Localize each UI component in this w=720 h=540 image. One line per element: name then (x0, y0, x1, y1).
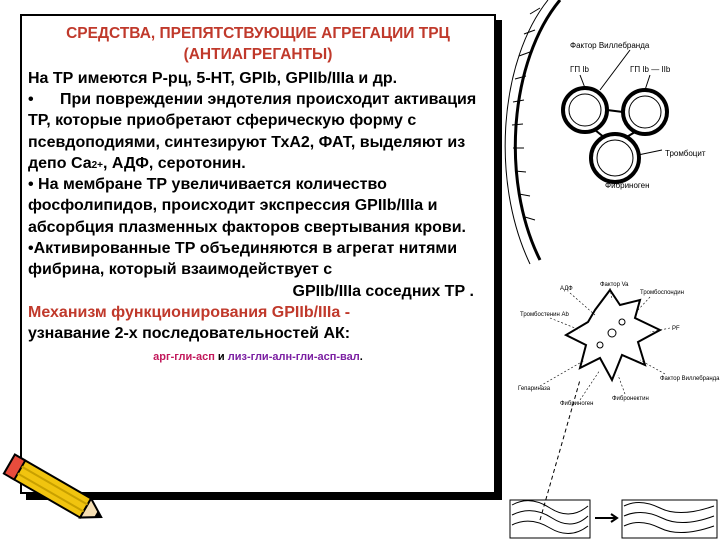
label-factor-v: Фактор Va (600, 282, 629, 288)
label-fibrinogen: Фибриноген (605, 181, 650, 190)
label-thrombospondin: Тромбоспондин (640, 290, 684, 296)
activation-text: При повреждении эндотелия происходит активация ТР, которые приобретают сферическую форму с псевдоподиями, синтезируют ТхА2, ФАТ, выделяют из депо Са (28, 91, 477, 172)
label-fibrinogen-2: Фибриноген (560, 401, 594, 407)
label-heparinase: Гепариназа (518, 386, 551, 392)
sequence-1: арг-гли-асп (153, 351, 215, 364)
sequence-and: и (217, 351, 225, 364)
label-adp: АДФ (560, 286, 573, 292)
platelet-diagram (500, 0, 720, 540)
label-gp1: ГП Ib (570, 65, 589, 74)
paragraph-receptors: На ТР имеются Р-рц, 5-НТ, GPIb, GPIIb/IIIa и др. (28, 69, 398, 87)
bullet-mark: • (28, 91, 34, 109)
mechanism-text: узнавание 2-х последовательностей АК: (28, 325, 351, 343)
paragraph-activation (28, 89, 488, 174)
activation-text-end: , АДФ, серотонин. (103, 154, 246, 172)
sequence-end: . (359, 351, 363, 364)
mechanism-heading: Механизм функционирования GPIIb/IIIa - (28, 303, 351, 321)
paragraph-aggregation-end: GPIIb/IIIa соседних ТР . (292, 282, 474, 300)
label-willebrand-2: Фактор Виллебранда (660, 376, 720, 382)
label-thrombosthenin: Тромбостенин Ab (520, 312, 569, 318)
paragraph-aggregation: •Активированные ТР объединяются в агрегат нитями фибрина, который взаимодействует с (28, 239, 458, 279)
sequence-2: лиз-гли-алн-гли-асп-вал (227, 351, 360, 364)
slide-text-box (20, 14, 496, 494)
label-fibronectin: Фибронектин (612, 396, 649, 402)
label-gp2: ГП Ib — IIb (630, 65, 671, 74)
label-thrombocyte: Тромбоцит (665, 149, 706, 158)
calcium-superscript: 2+ (91, 159, 103, 171)
paragraph-membrane: • На мембране ТР увеличивается количество фосфолипидов, происходит экспрессия GPIIb/IIIa и абсорбция плазменных факторов свертывания крови. (28, 176, 466, 236)
sequences-line (28, 350, 488, 365)
slide-title: СРЕДСТВА, ПРЕПЯТСТВУЮЩИЕ АГРЕГАЦИИ ТРЦ (АНТИАГРЕГАНТЫ) (66, 25, 450, 63)
pencil-decoration (0, 440, 110, 540)
label-pf: PF (672, 326, 680, 332)
label-willebrand: Фактор Виллебранда (570, 41, 650, 50)
